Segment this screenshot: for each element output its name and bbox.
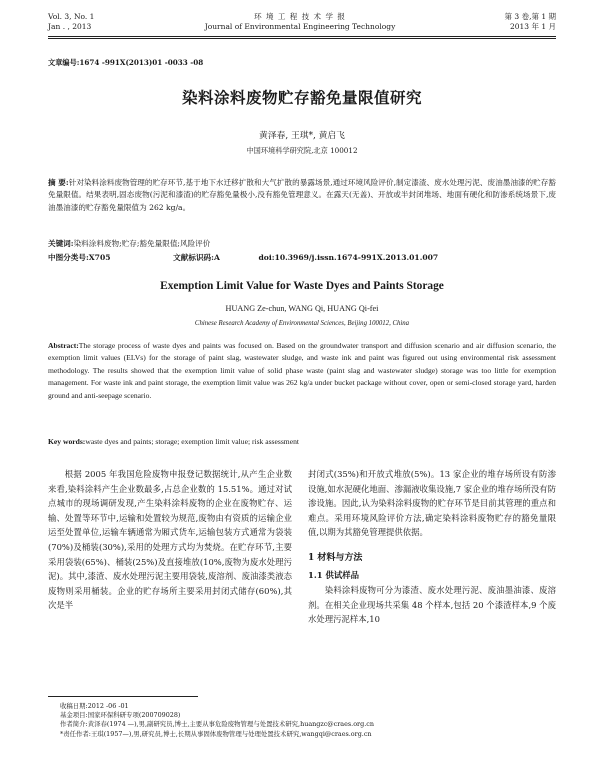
journal-title-en: Journal of Environmental Engineering Technology [204,22,396,31]
affiliation-en: Chinese Research Academy of Environmental Sciences, Beijing 100012, China [194,320,410,327]
footnote-fund: 基金项目:国家环保科研专项(200709028) [60,711,181,720]
footnote-received: 收稿日期:2012 -06 -01 [60,702,129,710]
body-right-paragraph-1: 封闭式(35%)和开放式堆放(5%)。13 家企业的堆存场所设有防渗设施,如水泥硬化地面、渗漏液收集设施,7 家企业的堆存场所没有防渗设施。因此,认为染料涂料废物的贮存环节是目前其管理的重点和难点。采用环境风险评价方法,确定染料涂料废物贮存的豁免量限值,以期为其豁免管理提供依据。 [308,469,556,538]
article-number: 文章编号:1674 -991X(2013)01 -0033 -08 [48,58,204,67]
header-volume-cn: 第 3 卷,第 1 期 [504,12,556,21]
journal-title-cn: 环 境 工 程 技 术 学 报 [254,12,346,21]
clc-number: 中图分类号:X705 [48,253,111,262]
body-right-paragraph-2: 染料涂料废物可分为漆渣、废水处理污泥、废油墨油漆、废溶剂。在相关企业现场共采集 48 个样本,包括 20 个漆渣样本,9 个废水处理污泥样本,10 [308,584,556,625]
body-right-column [308,467,556,627]
abstract-cn-text: 针对染料涂料废物管理的贮存环节,基于地下水迁移扩散和大气扩散的暴露场景,通过环境风险评价,制定漆渣、废水处理污泥、废油墨油漆的贮存豁免量限值。结果表明,固态废物(污泥和漆渣)的贮存豁免量极小,没有豁免管理意义。在露天(无盖)、开放或半封闭堆场、地面有硬化和防渗系统场景下,废油墨油漆的贮存豁免量限值为 262 kg/a。 [48,178,557,212]
classification-cn [48,252,556,264]
footnote-rule [48,696,198,697]
footnote-corresponding: *责任作者:王琪(1957—),男,研究员,博士,长期从事固体废物管理与处理处置技术研究,wangqi@craes.org.cn [60,729,372,738]
section-heading-1: 1 材料与方法 [308,552,363,563]
abstract-cn [48,177,556,214]
authors-cn: 黄泽春, 王琪*, 黄启飞 [259,131,345,141]
abstract-en-text: The storage process of waste dyes and paints was focused on. Based on the groundwater transport and diffusion scenario and air diffusion scenario, the exemption limit values (ELVs) for the storage of paint slag, wastewater sludge, and waste ink and paint was figured out using environmental risk assessment methodology. The results showed that the exemption limit value of solid phase waste (paint slag and wastewater sludge) storage was too little for exemption management. For waste ink and paint storage, the exemption limit value was 262 kg/a under bucket package without cover, open or semi-closed storage yard, harden ground and anti-seepage scenario. [48,341,556,400]
keywords-en-label: Key words: [48,437,86,446]
footnotes [60,702,556,739]
abstract-cn-label: 摘 要: [48,178,69,187]
abstract-en-label: Abstract: [48,341,79,350]
abstract-en [48,340,556,402]
authors-en: HUANG Ze-chun, WANG Qi, HUANG Qi-fei [225,304,379,313]
section-heading-1-1: 1.1 供试样品 [308,569,359,580]
header-rule-thin [48,38,556,39]
keywords-cn-label: 关键词: [48,239,74,248]
header-right [436,12,556,32]
header-date-cn: 2013 年 1 月 [509,22,556,31]
doi: doi:10.3969/j.issn.1674-991X.2013.01.007 [258,253,439,262]
affiliation-cn: 中国环境科学研究院,北京 100012 [246,146,358,155]
document-code: 文献标识码:A [173,253,220,262]
header-volume: Vol. 3, No. 1 [48,12,95,21]
footnote-author: 作者简介:黄泽春(1974 —),男,副研究员,博士,主要从事危险废物管理与处置技术研究,huangzc@craes.org.cn [60,720,374,729]
header-center [170,12,430,32]
keywords-cn-text: 染料涂料废物;贮存;豁免量限值;风险评价 [73,239,211,248]
title-en: Exemption Limit Value for Waste Dyes and Paints Storage [160,280,444,292]
header-rule [48,36,556,37]
title-cn: 染料涂料废物贮存豁免量限值研究 [181,88,422,107]
body-left-column: 根据 2005 年我国危险废物申报登记数据统计,从产生企业数来看,染料涂料产生企业数最多,占总企业数的 15.51%。通过对试点城市的现场调研发现,产生染料涂料废物的企业在废物贮存、运输、处置等环节中,运输和处置较为规范,废物由有资质的运输企业运至处置单位,运输车辆通常为厢式货车,运输包装方式通常为袋装(70%)及桶装(30%),采用的处理方式均为焚烧。在贮存环节,主要采用袋装(65%)、桶装(25%)及直接堆放(10%,废物为废水处理污泥)。其中,漆渣、废水处理污泥主要用袋装,废溶剂、废油漆类液态废物则采用桶装。企业的贮存场所主要采用封闭式储存(60%),其次是半 [48,469,292,611]
header-date-en: Jan . , 2013 [48,22,92,31]
keywords-en [48,436,556,448]
keywords-en-text: waste dyes and paints; storage; exemption limit value; risk assessment [85,437,299,446]
keywords-cn [48,238,556,250]
